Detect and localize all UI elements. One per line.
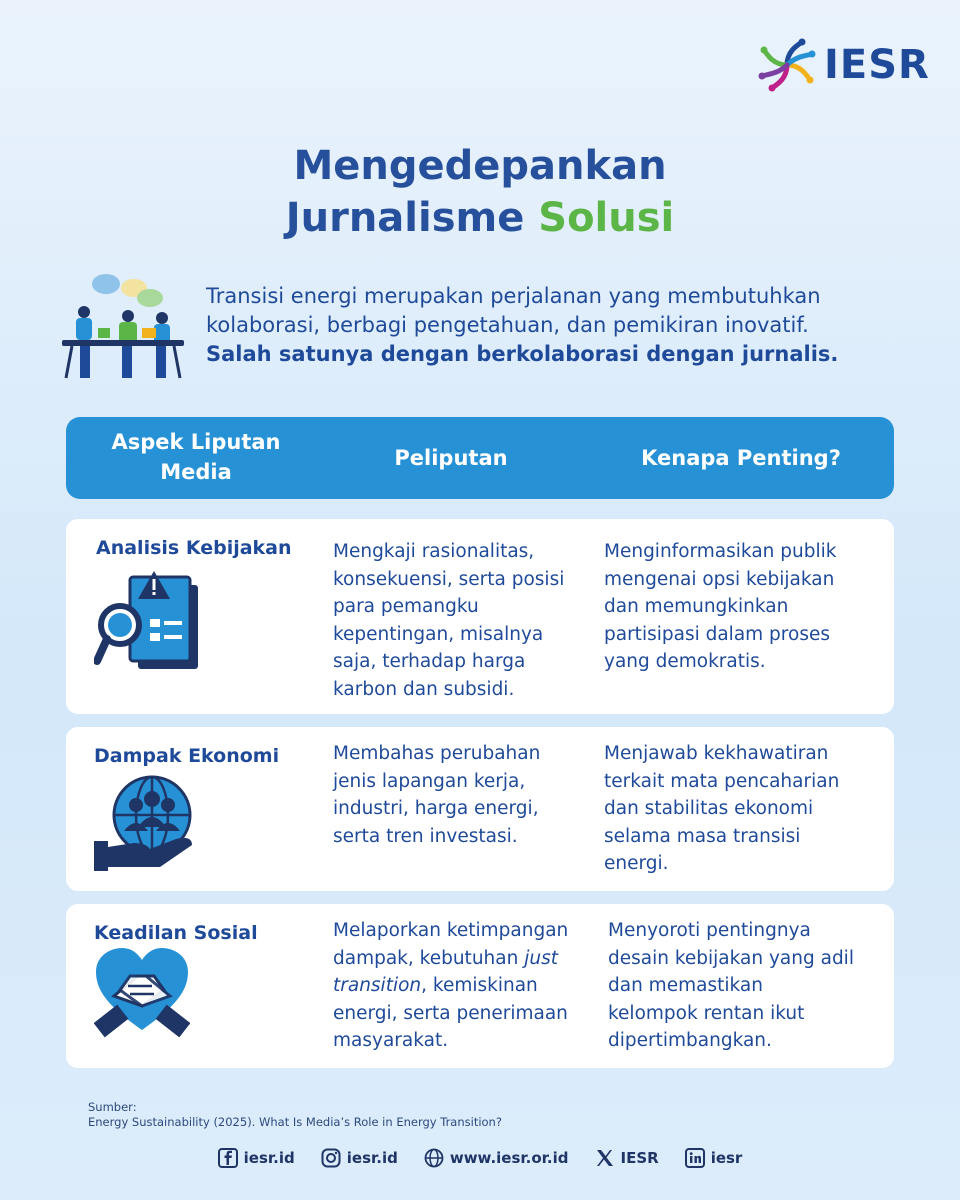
row-coverage: Mengkaji rasionalitas, konsekuensi, serta posisi para pemangku kepentingan, misalnya saja, terhadap harga karbon dan subsidi. bbox=[333, 541, 565, 700]
title-line-2 bbox=[0, 192, 960, 244]
table-header bbox=[66, 417, 894, 499]
policy-analysis-icon bbox=[94, 569, 200, 675]
header-aspect: Aspek Liputan Media bbox=[111, 430, 281, 484]
row-why: Menjawab kekhawatiran terkait mata pencaharian dan stabilitas ekonomi selama masa transisi energi. bbox=[604, 743, 840, 874]
table-row bbox=[66, 904, 894, 1068]
economic-impact-icon bbox=[94, 775, 196, 877]
row-aspect: Analisis Kebijakan bbox=[96, 537, 292, 559]
row-coverage-text-start: Melaporkan ketimpangan dampak, kebutuhan bbox=[333, 920, 569, 969]
x-icon bbox=[595, 1148, 615, 1168]
linkedin-handle: iesr bbox=[710, 1149, 743, 1167]
row-why: Menyoroti pentingnya desain kebijakan yang adil dan memastikan kelompok rentan ikut dipertimbangkan. bbox=[608, 920, 854, 1051]
row-coverage: Membahas perubahan jenis lapangan kerja, industri, harga energi, serta tren investasi. bbox=[333, 743, 541, 847]
intro-bold-text: Salah satunya dengan berkolaborasi dengan jurnalis. bbox=[206, 342, 839, 366]
row-aspect: Keadilan Sosial bbox=[94, 922, 258, 944]
facebook-link[interactable] bbox=[218, 1148, 295, 1168]
page-title bbox=[0, 140, 960, 244]
title-line-1: Mengedepankan bbox=[293, 143, 667, 189]
x-link[interactable] bbox=[595, 1148, 659, 1168]
footer-social-links bbox=[0, 1148, 960, 1168]
linkedin-link[interactable] bbox=[685, 1148, 743, 1168]
website-link[interactable] bbox=[424, 1148, 569, 1168]
row-coverage-italic: just transition bbox=[333, 947, 558, 996]
row-aspect: Dampak Ekonomi bbox=[94, 745, 280, 767]
brand-name: IESR bbox=[824, 42, 930, 88]
collaboration-illustration bbox=[58, 270, 188, 386]
row-why: Menginformasikan publik mengenai opsi kebijakan dan memungkinkan partisipasi dalam proses yang demokratis. bbox=[604, 541, 837, 672]
title-line-2-main: Jurnalisme bbox=[285, 195, 525, 241]
iesr-swirl-icon bbox=[756, 34, 818, 96]
facebook-handle: iesr.id bbox=[243, 1149, 295, 1167]
facebook-icon bbox=[218, 1148, 238, 1168]
row-coverage-text-end: , kemiskinan energi, serta penerimaan masyarakat. bbox=[333, 975, 568, 1051]
x-handle: IESR bbox=[620, 1149, 659, 1167]
instagram-icon bbox=[321, 1148, 341, 1168]
title-accent: Solusi bbox=[538, 195, 675, 241]
website-url: www.iesr.or.id bbox=[449, 1149, 569, 1167]
source-note bbox=[88, 1100, 502, 1130]
intro-paragraph bbox=[206, 282, 916, 369]
header-coverage: Peliputan bbox=[394, 446, 508, 470]
row-coverage bbox=[333, 917, 588, 1055]
table-row bbox=[66, 519, 894, 714]
source-citation: Energy Sustainability (2025). What Is Media’s Role in Energy Transition? bbox=[88, 1115, 502, 1129]
table-row bbox=[66, 727, 894, 891]
instagram-link[interactable] bbox=[321, 1148, 398, 1168]
intro-text: Transisi energi merupakan perjalanan yang membutuhkan kolaborasi, berbagi pengetahuan, dan pemikiran inovatif. bbox=[206, 284, 821, 337]
header-why: Kenapa Penting? bbox=[641, 446, 841, 470]
linkedin-icon bbox=[685, 1148, 705, 1168]
instagram-handle: iesr.id bbox=[346, 1149, 398, 1167]
source-label: Sumber: bbox=[88, 1100, 137, 1114]
social-justice-icon bbox=[94, 946, 190, 1050]
globe-icon bbox=[424, 1148, 444, 1168]
iesr-logo bbox=[756, 34, 930, 96]
